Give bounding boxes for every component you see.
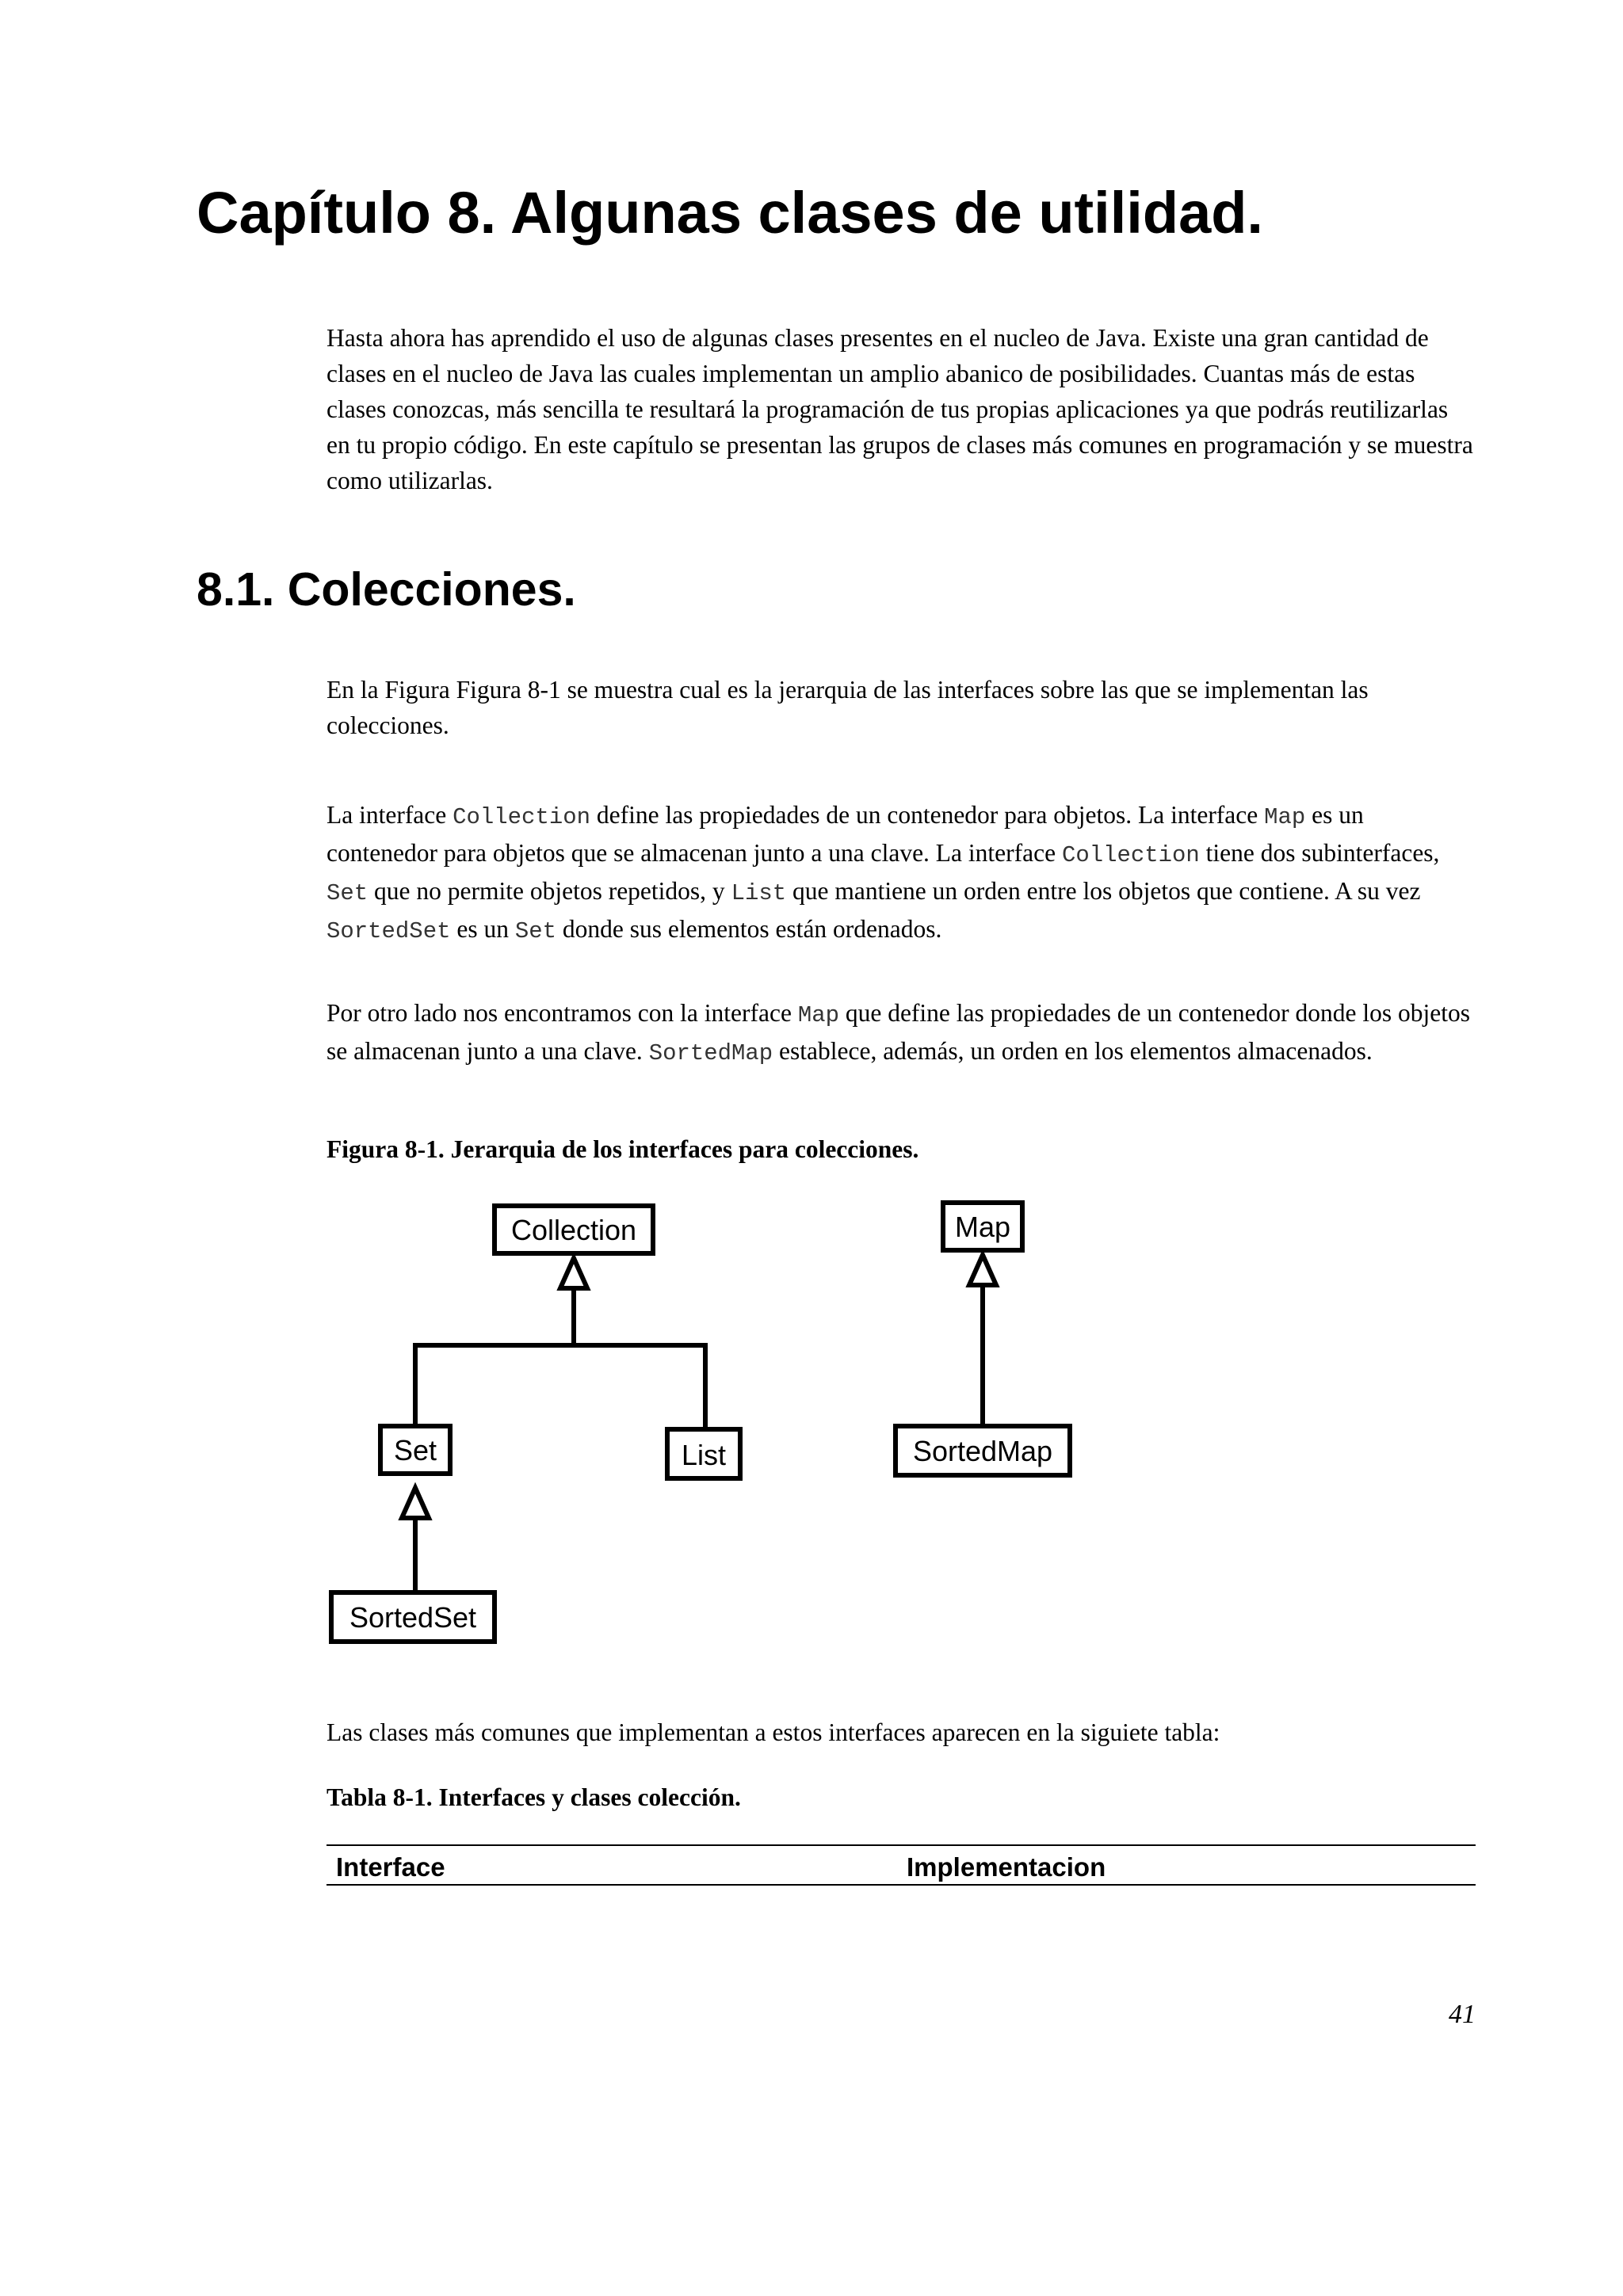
node-map-label: Map <box>954 1211 1011 1243</box>
figure-caption: Figura 8-1. Jerarquia de los interfaces para colecciones. <box>327 1135 919 1163</box>
inheritance-arrow-icon <box>560 1258 587 1288</box>
node-sortedset-label: SortedSet <box>349 1601 477 1634</box>
code-sortedset: SortedSet <box>327 918 451 944</box>
code-collection: Collection <box>453 804 590 830</box>
intro-paragraph: Hasta ahora has aprendido el uso de algunas clases presentes en el nucleo de Java. Existe una gran cantidad de clases en el nucleo de Java las cuales implementan un amplio abanico de posibilidades. Cuantas más de estas clases conozcas, más sencilla te resultará la programación de tus propias aplicaciones ya que podrás reutilizarlas en tu propio código. En este capítulo se presentan las grupos de clases más comunes en programación y se muestra como utilizarlas. <box>327 324 1473 494</box>
table-caption: Tabla 8-1. Interfaces y clases colección. <box>327 1783 741 1811</box>
node-set-label: Set <box>393 1434 437 1466</box>
code-sortedmap: SortedMap <box>648 1040 773 1066</box>
interfaces-paragraph: La interface Collection define las propiedades de un contenedor para objetos. La interface Map es un contenedor para objetos que se almacenan junto a una clave. La interface Collection tiene dos subinterfaces, Set que no permite objetos repetidos, y List que mantiene un orden entre los objetos que contiene. A su vez SortedSet es un Set donde sus elementos están ordenados. <box>327 801 1440 944</box>
section-title: 8.1. Colecciones. <box>197 563 576 616</box>
code-set: Set <box>327 880 369 906</box>
code-collection: Collection <box>1061 842 1200 868</box>
table-header-interface: Interface <box>336 1852 445 1882</box>
classes-intro-paragraph: Las clases más comunes que implementan a estos interfaces aparecen en la siguiete tabla: <box>327 1718 1220 1746</box>
node-collection-label: Collection <box>510 1214 637 1246</box>
map-paragraph: Por otro lado nos encontramos con la interface Map que define las propiedades de un contenedor donde los objetos se almacenan junto a una clave. SortedMap establece, además, un orden en los elementos almacenados. <box>327 999 1470 1066</box>
code-map: Map <box>1264 804 1306 830</box>
figure-reference-paragraph: En la Figura Figura 8-1 se muestra cual es la jerarquia de las interfaces sobre las que se implementan las colecciones. <box>327 676 1369 739</box>
inheritance-arrow-icon <box>402 1488 429 1518</box>
table-header-implementacion: Implementacion <box>907 1852 1106 1882</box>
chapter-title: Capítulo 8. Algunas clases de utilidad. <box>197 180 1263 246</box>
interface-hierarchy-diagram <box>317 1195 1094 1670</box>
code-list: List <box>731 880 787 906</box>
code-set: Set <box>514 918 556 944</box>
code-map: Map <box>797 1002 839 1028</box>
node-list-label: List <box>681 1439 727 1471</box>
connector-line <box>415 1345 705 1432</box>
node-sortedmap-label: SortedMap <box>912 1435 1053 1467</box>
page-number: 41 <box>1449 2000 1476 2029</box>
inheritance-arrow-icon <box>969 1255 996 1285</box>
table-header <box>327 1844 1476 1886</box>
